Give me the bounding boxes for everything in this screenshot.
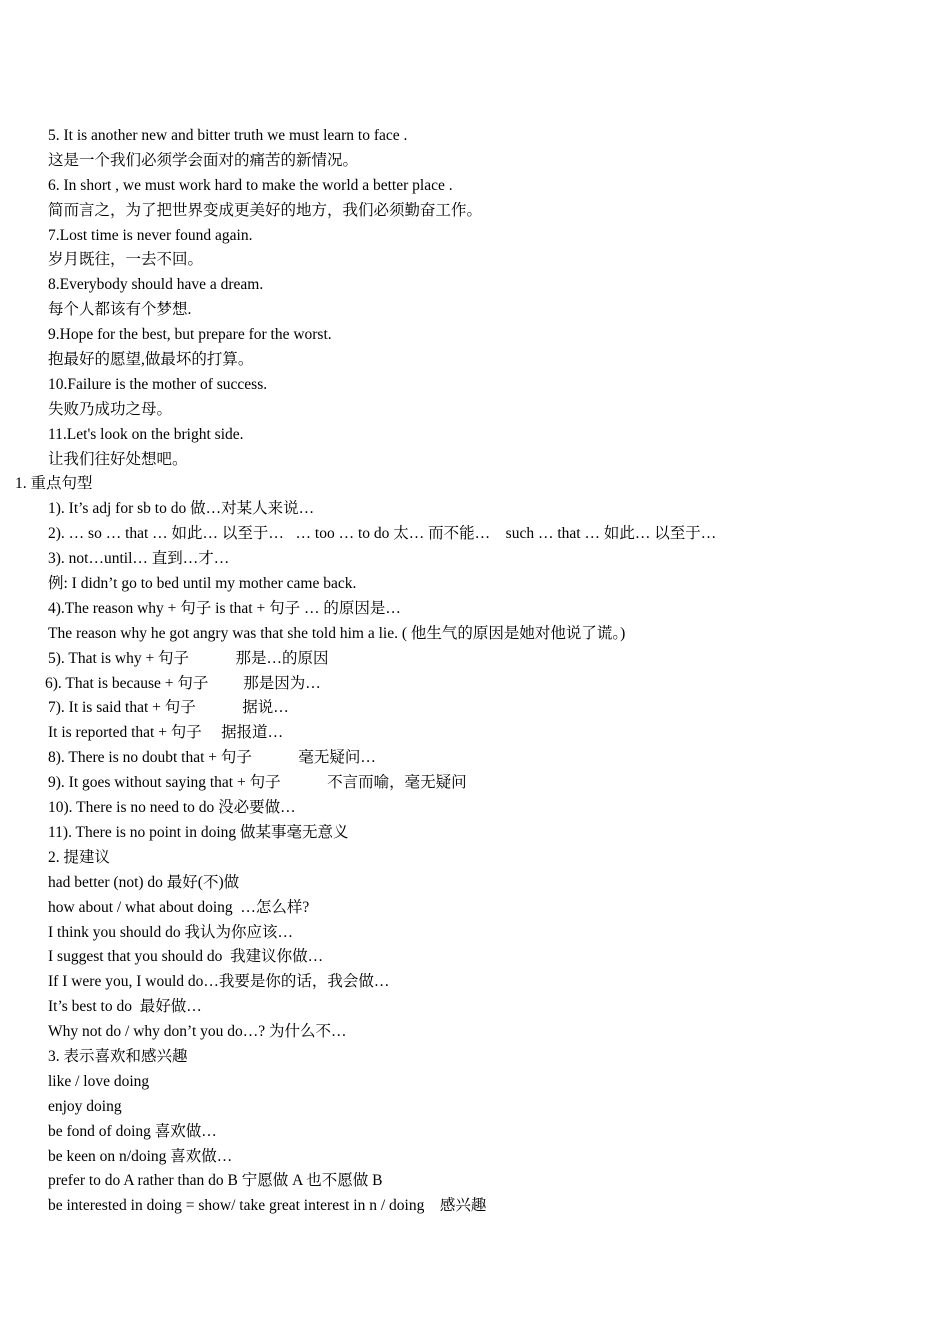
pattern-line: It is reported that + 句子 据报道…	[48, 724, 284, 742]
example-sentence: 10.Failure is the mother of success.	[48, 375, 268, 393]
example-sentence: 11.Let's look on the bright side.	[48, 425, 244, 443]
translation-line: 让我们往好处想吧。	[48, 450, 188, 468]
example-sentence: 8.Everybody should have a dream.	[48, 276, 264, 294]
example-sentence: 7.Lost time is never found again.	[48, 226, 253, 244]
translation-line: 简而言之，为了把世界变成更美好的地方，我们必须勤奋工作。	[48, 201, 483, 219]
example-sentence: 5. It is another new and bitter truth we must learn to face .	[48, 127, 408, 144]
example-sentence: 6. In short , we must work hard to make the world a better place .	[48, 176, 453, 194]
phrase-line: prefer to do A rather than do B 宁愿做 A 也不愿做 B	[48, 1172, 383, 1190]
translation-line: 每个人都该有个梦想.	[48, 301, 192, 319]
phrase-line: be interested in doing = show/ take great interest in n / doing 感兴趣	[48, 1197, 487, 1215]
phrase-line: Why not do / why don’t you do…? 为什么不…	[48, 1023, 347, 1041]
pattern-line: 1). It’s adj for sb to do 做…对某人来说…	[48, 500, 315, 518]
translation-line: 失败乃成功之母。	[48, 400, 173, 418]
pattern-line: 2). … so … that … 如此… 以至于… … too … to do 太… 而不能… such … that … 如此… 以至于…	[48, 525, 717, 543]
pattern-line: 4).The reason why + 句子 is that + 句子 … 的原因是…	[48, 599, 401, 617]
pattern-line: 11). There is no point in doing 做某事毫无意义	[48, 823, 349, 841]
pattern-line: 8). There is no doubt that + 句子 毫无疑问…	[48, 749, 376, 767]
phrase-line: like / love doing	[48, 1072, 150, 1090]
pattern-example: The reason why he got angry was that she told him a lie. ( 他生气的原因是她对他说了谎。)	[48, 624, 626, 642]
pattern-line: 3). not…until… 直到…才…	[48, 550, 230, 568]
pattern-line: 6). That is because + 句子 那是因为…	[45, 674, 321, 692]
phrase-line: be fond of doing 喜欢做…	[48, 1122, 217, 1140]
translation-line: 这是一个我们必须学会面对的痛苦的新情况。	[48, 151, 359, 169]
document-page	[0, 124, 950, 1219]
phrase-line: had better (not) do 最好(不)做	[48, 873, 240, 891]
phrase-line: be keen on n/doing 喜欢做…	[48, 1147, 233, 1165]
pattern-line: 5). That is why + 句子 那是…的原因	[48, 649, 329, 667]
pattern-line: 9). It goes without saying that + 句子 不言而喻，毫无疑问	[48, 774, 467, 792]
example-sentence: 9.Hope for the best, but prepare for the worst.	[48, 326, 332, 344]
pattern-line: 7). It is said that + 句子 据说…	[48, 699, 289, 717]
pattern-line: 10). There is no need to do 没必要做…	[48, 799, 296, 817]
phrase-line: It’s best to do 最好做…	[48, 998, 202, 1016]
section-heading: 1. 重点句型	[15, 475, 93, 493]
translation-line: 抱最好的愿望,做最坏的打算。	[48, 351, 254, 369]
phrase-line: enjoy doing	[48, 1097, 122, 1115]
pattern-example: 例: I didn’t go to bed until my mother came back.	[48, 575, 357, 593]
phrase-line: I suggest that you should do 我建议你做…	[48, 948, 324, 966]
phrase-line: I think you should do 我认为你应该…	[48, 923, 293, 941]
section-heading: 2. 提建议	[48, 848, 111, 866]
translation-line: 岁月既往，一去不回。	[48, 251, 204, 269]
phrase-line: If I were you, I would do…我要是你的话，我会做…	[48, 973, 390, 991]
section-heading: 3. 表示喜欢和感兴趣	[48, 1047, 188, 1065]
phrase-line: how about / what about doing …怎么样?	[48, 898, 310, 916]
